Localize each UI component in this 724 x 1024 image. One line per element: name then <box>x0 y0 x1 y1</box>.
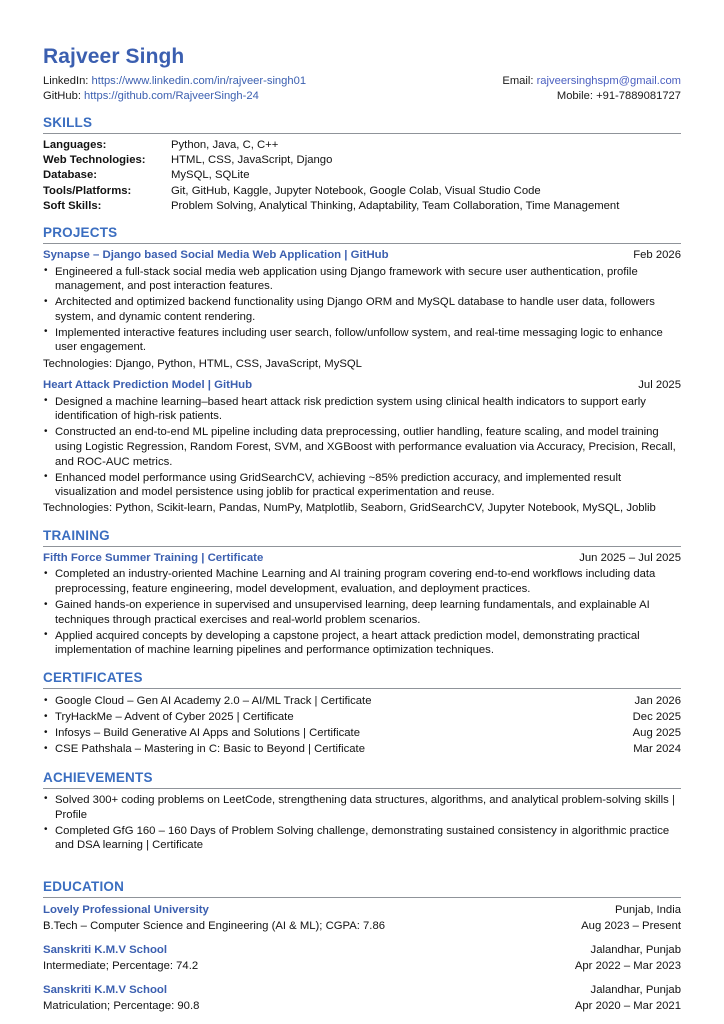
project-date: Feb 2026 <box>633 249 681 262</box>
section-training <box>43 528 681 658</box>
education-school: Sanskriti K.M.V School <box>43 983 168 996</box>
email-link[interactable]: rajveersinghspm@gmail.com <box>536 75 681 87</box>
certificate-text[interactable]: • Google Cloud – Gen AI Academy 2.0 – AI/ML Track | Certificate <box>55 694 372 707</box>
project-bullet-list <box>43 395 681 500</box>
table-row <box>43 168 681 183</box>
candidate-name: Rajveer Singh <box>43 45 185 68</box>
section-divider <box>43 546 681 547</box>
section-divider <box>43 133 681 134</box>
skill-value: Python, Java, C, C++ <box>171 139 279 151</box>
project-technologies: Technologies: Django, Python, HTML, CSS, JavaScript, MySQL <box>43 357 362 370</box>
resume-content <box>43 44 681 1014</box>
section-divider <box>43 243 681 244</box>
project-entry <box>43 248 681 371</box>
education-dates: Aug 2023 – Present <box>581 919 681 932</box>
project-entry <box>43 378 681 516</box>
linkedin-link[interactable]: https://www.linkedin.com/in/rajveer-singh01 <box>91 75 307 87</box>
education-degree: Matriculation; Percentage: 90.8 <box>43 999 200 1012</box>
project-date: Jul 2025 <box>638 379 681 392</box>
section-title-projects: PROJECTS <box>43 225 118 241</box>
email-line <box>502 74 681 89</box>
section-title-certificates: CERTIFICATES <box>43 669 143 685</box>
list-item: • Enhanced model performance using GridSearchCV, achieving ~85% prediction accuracy, and implemented result visualization and model persistence using joblib for practical experimentation and reuse. <box>43 471 681 500</box>
certificate-date: Jan 2026 <box>634 694 681 707</box>
education-row <box>43 958 681 974</box>
section-divider <box>43 788 681 789</box>
education-entry <box>43 902 681 934</box>
skill-label: Soft Skills: <box>43 199 102 212</box>
education-degree: Intermediate; Percentage: 74.2 <box>43 959 199 972</box>
project-title-link[interactable]: Heart Attack Prediction Model | GitHub <box>43 379 253 392</box>
list-item: • Designed a machine learning–based heart attack risk prediction system using clinical health indicators to support early identification of high-risk patients. <box>43 395 681 424</box>
list-item: • Completed an industry-oriented Machine Learning and AI training program covering end-to-end workflows including data preprocessing, feature engineering, model development, evaluation, and deployment practices. <box>43 567 681 596</box>
education-dates: Apr 2022 – Mar 2023 <box>574 959 681 972</box>
linkedin-label: LinkedIn: <box>43 75 89 87</box>
section-education <box>43 879 681 1014</box>
table-row <box>43 199 681 214</box>
project-header <box>43 378 681 394</box>
contact-left <box>43 74 306 104</box>
table-row <box>43 138 681 153</box>
education-school: Sanskriti K.M.V School <box>43 943 168 956</box>
training-entry <box>43 551 681 658</box>
list-item <box>43 693 681 709</box>
skill-label: Web Technologies: <box>43 154 146 167</box>
github-link[interactable]: https://github.com/RajveerSingh-24 <box>84 90 259 102</box>
skill-value: HTML, CSS, JavaScript, Django <box>171 154 333 167</box>
education-row <box>43 998 681 1014</box>
certificate-list <box>43 693 681 757</box>
section-title-skills: SKILLS <box>43 115 93 130</box>
training-header <box>43 551 681 567</box>
education-place: Jalandhar, Punjab <box>590 943 681 956</box>
list-item <box>43 741 681 757</box>
skill-label: Database: <box>43 169 97 182</box>
section-skills <box>43 115 681 214</box>
certificate-date: Mar 2024 <box>633 742 681 755</box>
skill-label: Tools/Platforms: <box>43 184 132 197</box>
training-bullet-list <box>43 567 681 658</box>
skill-value: MySQL, SQLite <box>171 169 250 182</box>
list-item: • Constructed an end-to-end ML pipeline including data preprocessing, outlier handling, feature scaling, and model training using Logistic Regression, Random Forest, SVM, and XGBoost with performance evaluation via Accuracy, Precision, Recall, and ROC-AUC metrics. <box>43 425 681 469</box>
email-label: Email: <box>502 75 534 87</box>
section-divider <box>43 688 681 689</box>
education-row <box>43 982 681 998</box>
training-title-link[interactable]: Fifth Force Summer Training | Certificate <box>43 551 264 564</box>
skill-value: Problem Solving, Analytical Thinking, Adaptability, Team Collaboration, Time Management <box>171 199 620 212</box>
mobile-label: Mobile: <box>556 90 593 102</box>
table-row <box>43 153 681 168</box>
training-date: Jun 2025 – Jul 2025 <box>579 551 681 564</box>
section-title-education: EDUCATION <box>43 878 125 894</box>
certificate-text[interactable]: • CSE Pathshala – Mastering in C: Basic to Beyond | Certificate <box>55 742 365 755</box>
list-item: • Engineered a full-stack social media web application using Django framework with secure user authentication, profile management, and post interaction features. <box>43 265 681 294</box>
linkedin-line <box>43 74 306 89</box>
section-certificates <box>43 670 681 757</box>
education-degree: B.Tech – Computer Science and Engineering (AI & ML); CGPA: 7.86 <box>43 919 386 932</box>
project-title-link[interactable]: Synapse – Django based Social Media Web Application | GitHub <box>43 249 389 262</box>
contact-row <box>43 74 681 104</box>
list-item: • Completed GfG 160 – 160 Days of Problem Solving challenge, demonstrating sustained consistency in algorithmic practice and DSA learning | Certificate <box>43 824 681 853</box>
mobile-value: +91-7889081727 <box>596 90 681 102</box>
project-header <box>43 248 681 264</box>
certificate-text[interactable]: • Infosys – Build Generative AI Apps and Solutions | Certificate <box>55 726 360 739</box>
certificate-text[interactable]: • TryHackMe – Advent of Cyber 2025 | Certificate <box>55 710 294 723</box>
list-item: • Solved 300+ coding problems on LeetCode, strengthening data structures, algorithms, and analytical problem-solving skills | Profile <box>43 793 681 822</box>
project-technologies: Technologies: Python, Scikit-learn, Pandas, NumPy, Matplotlib, Seaborn, GridSearchCV, Jupyter Notebook, MySQL, Joblib <box>43 502 656 515</box>
education-place: Jalandhar, Punjab <box>590 983 681 996</box>
list-item: • Architected and optimized backend functionality using Django ORM and MySQL database to handle user data, followers system, and dynamic content rendering. <box>43 295 681 324</box>
education-entry <box>43 982 681 1014</box>
education-place: Punjab, India <box>615 903 681 916</box>
list-item: • Applied acquired concepts by developing a capstone project, a heart attack prediction model, demonstrating practical implementation of machine learning pipelines and performance optimization techniques. <box>43 629 681 658</box>
list-item <box>43 725 681 741</box>
certificate-date: Dec 2025 <box>632 710 681 723</box>
education-row <box>43 902 681 918</box>
list-item: • Implemented interactive features including user search, follow/unfollow system, and real-time messaging logic to enhance user engagement. <box>43 326 681 355</box>
skill-label: Languages: <box>43 139 107 151</box>
github-line <box>43 89 306 104</box>
section-title-training: TRAINING <box>43 527 110 543</box>
skills-table <box>43 138 681 214</box>
mobile-line <box>502 89 681 104</box>
education-entry <box>43 942 681 974</box>
project-bullet-list <box>43 265 681 356</box>
education-row <box>43 942 681 958</box>
table-row <box>43 184 681 199</box>
github-label: GitHub: <box>43 90 81 102</box>
skill-value: Git, GitHub, Kaggle, Jupyter Notebook, Google Colab, Visual Studio Code <box>171 184 541 197</box>
section-projects <box>43 225 681 516</box>
skills-table-body <box>43 138 681 214</box>
section-divider <box>43 897 681 898</box>
achievement-list <box>43 793 681 853</box>
education-row <box>43 918 681 934</box>
section-title-achievements: ACHIEVEMENTS <box>43 769 153 785</box>
education-school: Lovely Professional University <box>43 903 209 916</box>
resume-header <box>43 44 681 104</box>
section-achievements <box>43 770 681 853</box>
education-dates: Apr 2020 – Mar 2021 <box>574 999 681 1012</box>
contact-right <box>502 74 681 104</box>
list-item: • Gained hands-on experience in supervised and unsupervised learning, deep learning fundamentals, and explainable AI techniques through practical exercises and real-world problem scenarios. <box>43 598 681 627</box>
list-item <box>43 709 681 725</box>
certificate-date: Aug 2025 <box>632 726 681 739</box>
